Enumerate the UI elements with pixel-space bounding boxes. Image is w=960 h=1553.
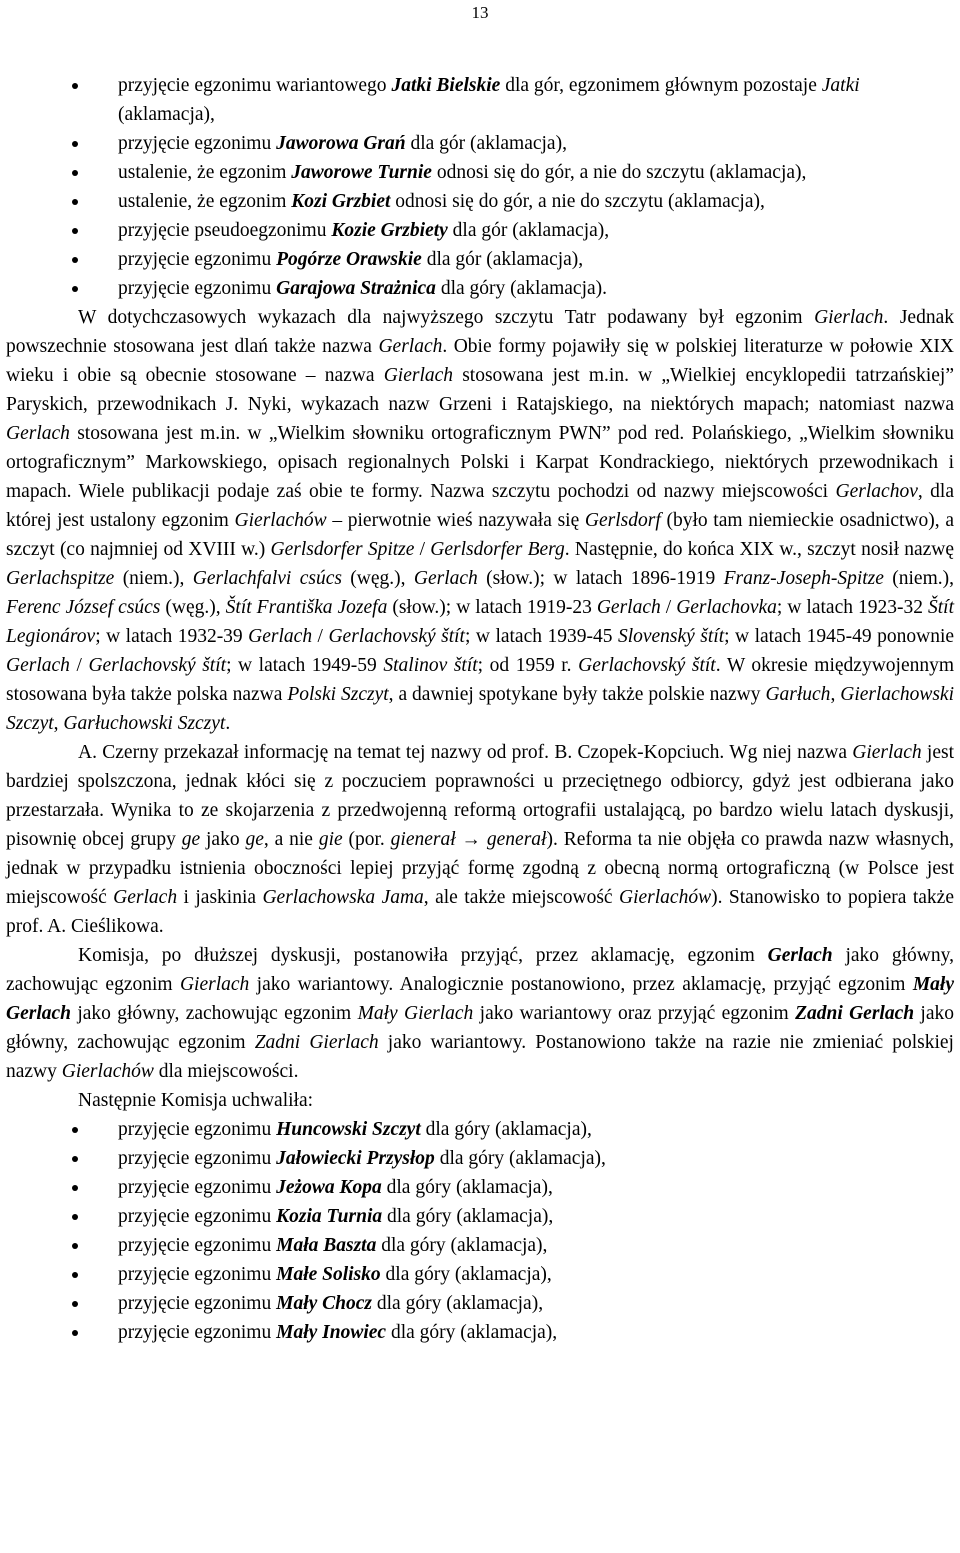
name-italic: Gerlach — [6, 423, 70, 444]
name-italic: Štít Františka Jozefa — [225, 597, 388, 618]
text-run: ; w latach 1949-59 — [226, 655, 384, 676]
list-item — [6, 1173, 954, 1202]
decision-list-2 — [6, 1115, 954, 1347]
name-italic: Gerlach — [248, 626, 313, 647]
list-item — [6, 1289, 954, 1318]
name-italic: Gerlachovský štít — [328, 626, 465, 647]
name-italic: Gerlach — [113, 887, 178, 908]
text-run: A. Czerny przekazał informację na temat tej nazwy od prof. B. Czopek-Kopciuch. Wg niej nazwa — [78, 742, 853, 763]
text-run: ). Reforma ta nie objęła co prawda nazw własnych, jednak w przypadku istnienia oboczności lepiej przyjąć formę zgodną z obecną normą ortograficzną (w Polsce jest miejscowość — [6, 829, 954, 908]
text-run: dla góry (aklamacja), — [376, 1235, 548, 1256]
text-run: (aklamacja), — [118, 104, 215, 125]
name-italic: Gierlachów — [61, 1061, 154, 1082]
name-italic: Štít Legionárov — [6, 597, 954, 647]
name-italic: Gerlach — [6, 655, 70, 676]
name-italic: Gerlachfalvi csúcs — [192, 568, 342, 589]
list-item — [6, 71, 954, 129]
text-run: . — [225, 713, 231, 734]
list-item — [6, 1202, 954, 1231]
name-italic: Gierlachów — [619, 887, 712, 908]
name-italic: Jatki — [821, 75, 860, 96]
name-italic: Gerlachovka — [676, 597, 777, 618]
paragraph-czerny-opinion — [6, 738, 954, 941]
exonym-bold-italic: Mały Chocz — [276, 1293, 372, 1314]
text-run: . Następnie, do końca XIX w., szczyt nosił nazwę — [564, 539, 955, 560]
text-run: dla gór (aklamacja), — [447, 220, 610, 241]
exonym-bold-italic: Gerlach — [767, 945, 833, 966]
list-item — [6, 158, 954, 187]
text-run: / — [414, 539, 431, 560]
text-run: odnosi się do gór, a nie do szczytu (aklamacja), — [390, 191, 765, 212]
name-italic: Gerlsdorf — [584, 510, 661, 531]
text-run: przyjęcie egzonimu — [118, 1148, 277, 1169]
text-run: (por. — [342, 829, 391, 850]
list-item — [6, 216, 954, 245]
name-italic: Mały Gierlach — [357, 1003, 474, 1024]
name-italic: Gerlsdorfer Spitze — [270, 539, 415, 560]
paragraph-commission-decision — [6, 941, 954, 1086]
text-run: , a dawniej spotykane były także polskie nazwy — [388, 684, 766, 705]
text-run: stosowana jest m.in. w „Wielkim słowniku ortograficznym PWN” pod red. Polańskiego, „Wielkim słowniku ortograficznym” Markowskiego, opisach regionalnych Polski i Karpat Kondrackiego, niektórych przewodnikach i mapach. Wiele publikacji podaje zaś obie te formy. Nazwa szczytu pochodzi od nazwy miejscowości — [6, 423, 954, 502]
name-italic: Stalinov štít — [383, 655, 478, 676]
text-run: / — [69, 655, 89, 676]
text-run: przyjęcie egzonimu — [118, 278, 277, 299]
text-run: ; w latach 1932-39 — [95, 626, 249, 647]
text-run: jest bardziej spolszczona, jednak kłóci się z poczuciem poprawności u przeciętnego odbiorcy, gdyż jest odbierana jako przestarzała. Wynika to ze skojarzenia z przedwojenną reformą ortografii ustalającą, po bardzo wielu latach dyskusji, pisownię obcej grupy — [6, 742, 954, 850]
text-run: W dotychczasowych wykazach dla najwyższego szczytu Tatr podawany był egzonim — [78, 307, 815, 328]
exonym-bold-italic: Mały Inowiec — [276, 1322, 387, 1343]
name-italic: gie — [318, 829, 343, 850]
name-italic: Gierlach — [852, 742, 922, 763]
name-italic: Ferenc József csúcs — [6, 597, 161, 618]
paragraph-gerlach-history — [6, 303, 954, 738]
text-run: ; w latach 1923-32 — [776, 597, 928, 618]
text-run: dla góry (aklamacja), — [386, 1322, 558, 1343]
text-run: jako wariantowy oraz przyjąć egzonim — [473, 1003, 796, 1024]
text-run: ; od 1959 r. — [477, 655, 579, 676]
name-italic: Slovenský štít — [617, 626, 725, 647]
text-run: , ale także miejscowość — [423, 887, 620, 908]
text-run: ; w latach 1939-45 — [464, 626, 618, 647]
exonym-bold-italic: Jeżowa Kopa — [276, 1177, 382, 1198]
text-run: → — [455, 829, 487, 850]
text-run: – pierwotnie wieś nazywała się — [326, 510, 585, 531]
text-run: Następnie Komisja uchwaliła: — [78, 1090, 314, 1111]
list-item — [6, 1318, 954, 1347]
text-run: . Obie formy pojawiły się w polskiej literaturze w połowie XIX wieku i obie są obecnie stosowane – nazwa — [6, 336, 954, 386]
text-run: (było tam niemieckie osadnictwo), a szczyt (co najmniej od XVIII w.) — [6, 510, 954, 560]
text-run: przyjęcie egzonimu — [118, 1235, 277, 1256]
text-run: przyjęcie egzonimu — [118, 1322, 277, 1343]
name-italic: Gerlach — [378, 336, 443, 357]
exonym-bold-italic: Kozie Grzbiety — [331, 220, 448, 241]
exonym-bold-italic: Kozia Turnia — [276, 1206, 383, 1227]
text-run: ; w latach 1945-49 ponownie — [724, 626, 955, 647]
name-italic: Gerlachovský štít — [578, 655, 716, 676]
exonym-bold-italic: Huncowski Szczyt — [276, 1119, 421, 1140]
exonym-bold-italic: Jatki Bielskie — [391, 75, 501, 96]
text-run: / — [660, 597, 677, 618]
text-run: ustalenie, że egzonim — [118, 162, 292, 183]
name-italic: Gerlachspitze — [6, 568, 115, 589]
text-run: (węg.), — [341, 568, 414, 589]
text-run: . Jednak powszechnie stosowana jest dlań także nazwa — [6, 307, 954, 357]
text-run: przyjęcie egzonimu — [118, 133, 277, 154]
text-run: przyjęcie egzonimu — [118, 1119, 277, 1140]
name-italic: Gerlachov — [835, 481, 918, 502]
text-run: , — [53, 713, 64, 734]
list-item — [6, 187, 954, 216]
text-run: , a nie — [263, 829, 319, 850]
list-item — [6, 1260, 954, 1289]
name-italic: generał — [486, 829, 547, 850]
text-run: dla miejscowości. — [153, 1061, 299, 1082]
page-number: 13 — [471, 3, 489, 22]
exonym-bold-italic: Zadni Gerlach — [795, 1003, 915, 1024]
text-run: jako główny, zachowując egzonim — [71, 1003, 358, 1024]
list-item — [6, 245, 954, 274]
exonym-bold-italic: Pogórze Orawskie — [276, 249, 422, 270]
text-run: dla góry (aklamacja), — [372, 1293, 544, 1314]
name-italic: Franz-Joseph-Spitze — [723, 568, 884, 589]
name-italic: ge — [245, 829, 264, 850]
text-run: , — [830, 684, 841, 705]
text-run: ustalenie, że egzonim — [118, 191, 292, 212]
list-item — [6, 1115, 954, 1144]
text-run: jako główny, zachowując egzonim — [6, 945, 954, 995]
text-run: / — [312, 626, 329, 647]
exonym-bold-italic: Jaworowa Grań — [276, 133, 406, 154]
text-run: (słow.); w latach 1919-23 — [387, 597, 597, 618]
list-item — [6, 274, 954, 303]
text-run: jako główny, zachowując egzonim — [6, 1003, 955, 1053]
text-run: przyjęcie egzonimu wariantowego — [118, 75, 392, 96]
exonym-bold-italic: Jaworowe Turnie — [291, 162, 432, 183]
name-italic: Garłuch — [765, 684, 831, 705]
text-run: (niem.), — [114, 568, 193, 589]
text-run: przyjęcie egzonimu — [118, 1177, 277, 1198]
text-run: (węg.), — [160, 597, 226, 618]
name-italic: Garłuchowski Szczyt — [63, 713, 226, 734]
list-item — [6, 129, 954, 158]
text-run: Komisja, po dłuższej dyskusji, postanowiła przyjąć, przez aklamację, egzonim — [78, 945, 768, 966]
list-item — [6, 1144, 954, 1173]
text-run: dla gór (aklamacja), — [421, 249, 584, 270]
exonym-bold-italic: Kozi Grzbiet — [291, 191, 391, 212]
name-italic: gienerał — [390, 829, 456, 850]
name-italic: Gerlachovský štít — [88, 655, 227, 676]
name-italic: Gerlsdorfer Berg — [430, 539, 565, 560]
name-italic: Polski Szczyt — [287, 684, 389, 705]
text-run: . W okresie międzywojennym stosowana była także polska nazwa — [6, 655, 955, 705]
exonym-bold-italic: Mała Baszta — [276, 1235, 377, 1256]
text-run: przyjęcie egzonimu — [118, 1206, 277, 1227]
name-italic: Gierlach — [383, 365, 454, 386]
text-run: jako — [200, 829, 246, 850]
name-italic: Gierlach — [814, 307, 884, 328]
text-run: przyjęcie egzonimu — [118, 249, 277, 270]
text-run: (niem.), — [883, 568, 954, 589]
text-run: dla góry (aklamacja), — [434, 1148, 606, 1169]
text-run: przyjęcie egzonimu — [118, 1264, 277, 1285]
document-body — [6, 71, 954, 1347]
text-run: , dla której jest ustalony egzonim — [6, 481, 955, 531]
text-run: dla góry (aklamacja), — [381, 1177, 553, 1198]
exonym-bold-italic: Garajowa Strażnica — [276, 278, 436, 299]
exonym-bold-italic: Mały Gerlach — [6, 974, 954, 1024]
name-italic: Gerlach — [596, 597, 661, 618]
text-run: ). Stanowisko to popiera także prof. A. Cieślikowa. — [6, 887, 954, 937]
name-italic: Gierlachów — [234, 510, 327, 531]
text-run: dla góry (aklamacja), — [382, 1206, 554, 1227]
text-run: odnosi się do gór, a nie do szczytu (aklamacja), — [431, 162, 807, 183]
text-run: (słow.); w latach 1896-1919 — [477, 568, 724, 589]
list-item — [6, 1231, 954, 1260]
name-italic: Gierlach — [179, 974, 250, 995]
text-run: jako wariantowy. Postanowiono także na razie nie zmieniać polskiej nazwy — [6, 1032, 954, 1082]
text-run: dla gór, egzonimem głównym pozostaje — [500, 75, 822, 96]
name-italic: ge — [181, 829, 201, 850]
text-run: jako wariantowy. Analogicznie postanowiono, przez aklamację, przyjąć egzonim — [249, 974, 913, 995]
name-italic: Gierlachowski Szczyt — [6, 684, 954, 734]
name-italic: Gerlachowska Jama — [262, 887, 424, 908]
text-run: dla góry (aklamacja). — [435, 278, 608, 299]
exonym-bold-italic: Jałowiecki Przysłop — [276, 1148, 435, 1169]
decision-list-1 — [6, 71, 954, 303]
exonym-bold-italic: Małe Solisko — [276, 1264, 381, 1285]
text-run: dla góry (aklamacja), — [380, 1264, 552, 1285]
name-italic: Zadni Gierlach — [254, 1032, 379, 1053]
text-run: dla gór (aklamacja), — [405, 133, 567, 154]
text-run: przyjęcie pseudoegzonimu — [118, 220, 332, 241]
paragraph-next-resolutions — [6, 1086, 954, 1115]
name-italic: Gerlach — [413, 568, 478, 589]
text-run: stosowana jest m.in. w „Wielkiej encyklopedii tatrzańskiej” Paryskich, przewodnikach J. Nyki, wykazach nazw Grzeni i Ratajskiego, na niektórych mapach; natomiast nazwa — [6, 365, 954, 415]
text-run: przyjęcie egzonimu — [118, 1293, 277, 1314]
text-run: i jaskinia — [177, 887, 263, 908]
text-run: dla góry (aklamacja), — [420, 1119, 592, 1140]
